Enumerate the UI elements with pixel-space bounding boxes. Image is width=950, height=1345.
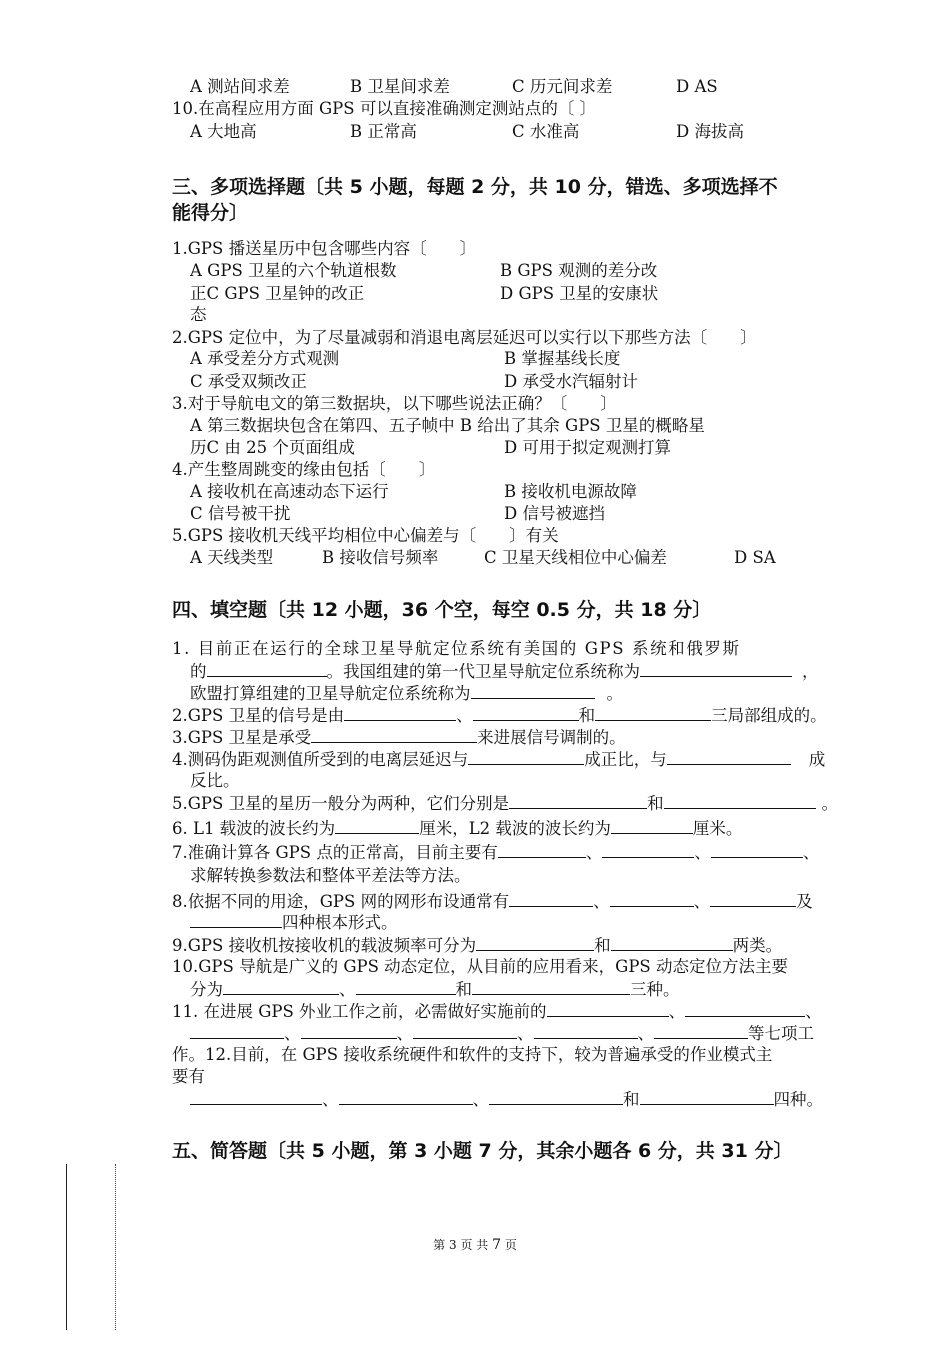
q10-option-b: B 正常高 [350,122,417,141]
s3-q1-option-d: D GPS 卫星的安康状 [500,284,659,303]
s4-q7-text-a: 7.准确计算各 GPS 点的正常高，目前主要有 [172,843,498,862]
s4-q4-blank-1[interactable] [468,748,584,765]
s4-q10-text-a: 分为 [190,980,223,999]
section5-heading: 五、简答题〔共 5 小题，第 3 小题 7 分，其余小题各 6 分，共 31 分〕 [172,1140,793,1162]
s4-q10-line2 [190,978,680,1001]
s4-q7-blank-1[interactable] [498,841,586,858]
s4-q12-line2: 要有 [172,1067,205,1086]
s4-q8-text-c: 、 [693,892,711,911]
s4-q8-blank-1[interactable] [509,890,593,907]
s3-q4-option-a: A 接收机在高速动态下运行 [190,482,389,501]
q9-option-d: D AS [676,77,718,96]
s4-q6-text-c: 厘米。 [692,819,743,838]
section3-heading-line1: 三、多项选择题〔共 5 小题，每题 2 分，共 10 分，错选、多项选择不 [172,176,778,198]
footer-prefix: 第 [433,1238,446,1252]
s3-q1-tail: 态 [190,305,207,324]
s4-q12-text-d: 四种。 [773,1090,823,1109]
q10-stem: 10.在高程应用方面 GPS 可以直接准确测定测站点的〔 〕 [172,99,597,118]
s4-q7-text-c: 、 [694,843,711,862]
s4-q9-text-a: 9.GPS 接收机按接收机的载波频率可分为 [172,936,477,955]
s4-q8-text-b: 、 [593,892,610,911]
s3-q1-option-a: A GPS 卫星的六个轨道根数 [190,261,397,280]
s4-q5-blank-1[interactable] [509,792,647,809]
s4-q7-tail: 求解转换参数法和整体平差法等方法。 [190,866,471,885]
s4-q2-text-c: 和 [578,706,596,725]
s4-q1-blank-3[interactable] [471,682,595,699]
q9-option-a: A 测站间求差 [190,77,290,96]
s4-q12-line1: 作。12.目前，在 GPS 接收系统硬件和软件的支持下，较为普遍承受的作业模式主 [172,1045,773,1064]
s4-q1-blank-1[interactable] [207,660,327,677]
s3-q2-option-b: B 掌握基线长度 [504,349,621,368]
s3-q2-stem: 2.GPS 定位中，为了尽量减弱和消退电离层延迟可以实行以下那些方法〔 〕 [172,328,757,347]
q9-option-c: C 历元间求差 [512,77,613,96]
s4-q11-blank-7[interactable] [654,1022,748,1039]
s4-q4-text-b: 成正比，与 [584,750,667,769]
s4-q4-text-c: 成 [808,750,826,769]
s4-q1-blank-2[interactable] [640,660,792,677]
footer-middle: 页 共 [460,1238,489,1252]
s4-q8 [172,890,813,913]
s4-q8-text-e: 四种根本形式。 [282,913,398,932]
s4-q2-text-a: 2.GPS 卫星的信号是由 [172,706,345,725]
s4-q8-blank-3[interactable] [710,890,796,907]
q9-option-b: B 卫星间求差 [350,77,450,96]
s4-q5-text-c: 。 [821,794,839,813]
q10-option-a: A 大地高 [190,122,257,141]
s4-q5 [172,792,838,815]
s4-q1-line3 [190,682,623,705]
s4-q9-blank-2[interactable] [611,934,733,951]
s4-q6 [172,817,742,840]
s3-q3-stem: 3.对于导航电文的第三数据块，以下哪些说法正确？〔 〕 [172,394,617,413]
s4-q10-text-d: 三种。 [630,980,680,999]
s3-q5-option-a: A 天线类型 [190,548,274,567]
s4-q9 [172,934,782,957]
s4-q12-text-a: 、 [322,1090,339,1109]
s4-q11-text-f: 、 [517,1024,534,1043]
s4-q2-text-d: 三局部组成的。 [711,706,827,725]
s4-q1-text-d: 欧盟打算组建的卫星导航定位系统称为 [190,684,471,703]
s4-q11-text-e: 、 [396,1024,413,1043]
s4-q6-text-a: 6. L1 载波的波长约为 [172,819,336,838]
s4-q8-text-d: 及 [796,892,813,911]
s4-q10-blank-2[interactable] [356,978,456,995]
s3-q1-option-c: 正C GPS 卫星钟的改正 [190,284,365,303]
s4-q4-blank-2[interactable] [667,748,791,765]
s4-q12-text-c: 和 [623,1090,640,1109]
s4-q10-blank-1[interactable] [223,978,339,995]
s4-q1-text-c: ， [802,662,819,681]
s4-q11-blank-5[interactable] [413,1022,517,1039]
q10-option-c: C 水准高 [512,122,580,141]
s4-q12-blank-4[interactable] [640,1088,774,1105]
s4-q2-blank-2[interactable] [473,704,579,721]
page-footer [0,1236,950,1253]
s4-q5-text-a: 5.GPS 卫星的星历一般分为两种，它们分别是 [172,794,510,813]
s3-q3-option-d: D 可用于拟定观测打算 [504,438,671,457]
s4-q11-line2 [190,1022,814,1045]
s4-q8-text-a: 8.依据不同的用途，GPS 网的网形布设通常有 [172,892,510,911]
s4-q7-blank-2[interactable] [602,841,694,858]
s4-q7 [172,841,819,864]
s3-q1-stem: 1.GPS 播送星历中包含哪些内容〔 〕 [172,239,477,258]
s4-q2-blank-3[interactable] [595,704,711,721]
s4-q10-line1: 10.GPS 导航是广义的 GPS 动态定位，从目前的应用看来，GPS 动态定位方法主要 [172,957,788,976]
s3-q4-option-c: C 信号被干扰 [190,504,291,523]
s3-q2-option-a: A 承受差分方式观测 [190,349,340,368]
s3-q3-option-c: 历C 由 25 个页面组成 [190,438,355,457]
s4-q9-blank-1[interactable] [476,934,594,951]
s4-q9-text-c: 两类。 [732,936,783,955]
s4-q5-blank-2[interactable] [664,792,816,809]
s3-q2-option-c: C 承受双频改正 [190,372,307,391]
s4-q11-text-g: 、 [637,1024,654,1043]
s4-q9-text-b: 和 [594,936,611,955]
s3-q1-option-b: B GPS 观测的差分改 [500,261,658,280]
s4-q12-blank-1[interactable] [190,1088,322,1105]
s4-q11-blank-4[interactable] [301,1022,397,1039]
s4-q2-text-b: 、 [456,706,473,725]
s4-q1-text-b: 。我国组建的第一代卫星导航定位系统称为 [326,662,640,681]
s4-q3-text-b: 来进展信号调制的。 [477,728,626,747]
s4-q2 [172,704,827,727]
s4-q7-text-d: 、 [802,843,820,862]
s4-q8-blank-4[interactable] [190,911,282,928]
s4-q2-blank-1[interactable] [344,704,456,721]
footer-page-number: 3 [448,1238,457,1252]
s3-q2-option-d: D 承受水汽辐射计 [504,372,638,391]
s3-q4-option-b: B 接收机电源故障 [504,482,637,501]
s3-q5-option-d: D SA [734,548,776,567]
s4-q10-text-c: 和 [455,980,472,999]
s4-q12-line3 [190,1088,823,1111]
s4-q1-text-e: 。 [606,684,623,703]
s3-q5-stem: 5.GPS 接收机天线平均相位中心偏差与〔 〕有关 [172,526,559,545]
s4-q1-line1: 1. 目前正在运行的全球卫星导航定位系统有美国的 GPS 系统和俄罗斯 [172,639,741,658]
s4-q12-blank-2[interactable] [339,1088,473,1105]
s4-q1-line2 [190,660,819,683]
s4-q4 [172,748,825,771]
s4-q7-blank-3[interactable] [711,841,803,858]
s4-q11-text-c: 、 [805,1002,822,1021]
s4-q11-blank-3[interactable] [190,1022,284,1039]
s4-q3-text-a: 3.GPS 卫星是承受 [172,728,312,747]
s4-q1-text-a: 的 [190,662,207,681]
s4-q3-blank-1[interactable] [311,726,477,743]
s4-q8-blank-2[interactable] [610,890,694,907]
s4-q12-text-b: 、 [472,1090,489,1109]
q10-option-d: D 海拔高 [676,122,744,141]
s4-q8-line2 [190,911,398,934]
s4-q6-blank-1[interactable] [335,817,419,834]
s3-q5-option-b: B 接收信号频率 [322,548,439,567]
s4-q11-text-d: 、 [284,1024,301,1043]
s4-q3 [172,726,626,749]
section3-heading-line2: 能得分〕 [172,202,249,224]
s4-q6-blank-2[interactable] [611,817,693,834]
s4-q7-text-b: 、 [585,843,603,862]
s4-q11-text-h: 等七项工 [748,1024,814,1043]
s4-q10-blank-3[interactable] [472,978,630,995]
s4-q11-text-a: 11. 在进展 GPS 外业工作之前，必需做好实施前的 [172,1002,547,1021]
s4-q11-blank-1[interactable] [547,1000,669,1017]
s4-q10-text-b: 、 [339,980,356,999]
s4-q11-blank-2[interactable] [685,1000,805,1017]
s3-q4-stem: 4.产生整周跳变的缘由包括〔 〕 [172,460,436,479]
s4-q12-blank-3[interactable] [489,1088,623,1105]
s4-q4-tail: 反比。 [190,771,240,790]
section4-heading: 四、填空题〔共 12 小题，36 个空，每空 0.5 分，共 18 分〕 [172,599,712,621]
s4-q6-text-b: 厘米，L2 载波的波长约为 [419,819,611,838]
footer-total-pages: 7 [492,1237,502,1253]
s4-q4-text-a: 4.测码伪距观测值所受到的电离层延迟与 [172,750,469,769]
s4-q11-line1 [172,1000,822,1023]
s4-q5-text-b: 和 [647,794,664,813]
footer-suffix: 页 [504,1238,517,1252]
s3-q3-line1: A 第三数据块包含在第四、五子帧中 B 给出了其余 GPS 卫星的概略星 [190,416,705,435]
s4-q11-blank-6[interactable] [534,1022,638,1039]
s3-q5-option-c: C 卫星天线相位中心偏差 [484,548,667,567]
s3-q4-option-d: D 信号被遮挡 [504,504,605,523]
s4-q11-text-b: 、 [668,1002,686,1021]
